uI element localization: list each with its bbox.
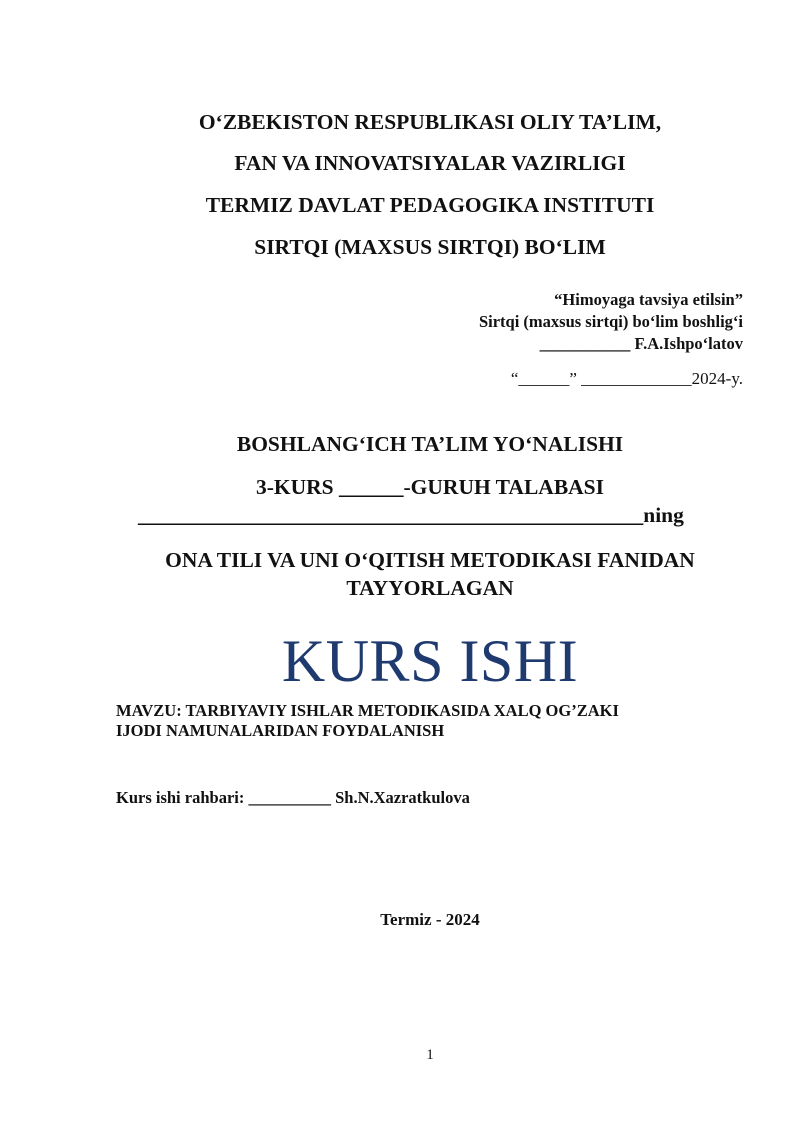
approval-position: Sirtqi (maxsus sirtqi) bo‘lim boshlig‘i — [478, 312, 743, 331]
place-year: Termiz - 2024 — [380, 910, 480, 929]
subject-line-2: TAYYORLAGAN — [346, 576, 514, 600]
approval-recommend: “Himoyaga tavsiya etilsin” — [554, 290, 743, 309]
course-group-line: 3-KURS ______-GURUH TALABASI — [255, 475, 605, 499]
institute-name: TERMIZ DAVLAT PEDAGOGIKA INSTITUTI — [205, 193, 655, 217]
direction-line: BOSHLANG‘ICH TA’LIM YO‘NALISHI — [236, 432, 624, 456]
student-name-line: _______________________________________________ning — [138, 503, 684, 527]
document-title: KURS ISHI — [281, 628, 579, 694]
supervisor-line: Kurs ishi rahbari: __________ Sh.N.Xazratkulova — [116, 788, 470, 807]
topic-line-2: IJODI NAMUNALARIDAN FOYDALANISH — [116, 721, 445, 740]
department-name: SIRTQI (MAXSUS SIRTQI) BO‘LIM — [254, 235, 606, 259]
ministry-line-1: O‘ZBEKISTON RESPUBLIKASI OLIY TA’LIM, — [198, 110, 662, 134]
ministry-line-2: FAN VA INNOVATSIYALAR VAZIRLIGI — [234, 151, 626, 175]
approval-signature: ___________ F.A.Ishpo‘latov — [539, 334, 743, 353]
approval-date: “______” _____________2024-y. — [510, 369, 743, 388]
page-number: 1 — [426, 1047, 434, 1063]
subject-line-1: ONA TILI VA UNI O‘QITISH METODIKASI FANIDAN — [165, 548, 695, 572]
topic-line-1: MAVZU: TARBIYAVIY ISHLAR METODIKASIDA XALQ OG’ZAKI — [116, 701, 619, 720]
